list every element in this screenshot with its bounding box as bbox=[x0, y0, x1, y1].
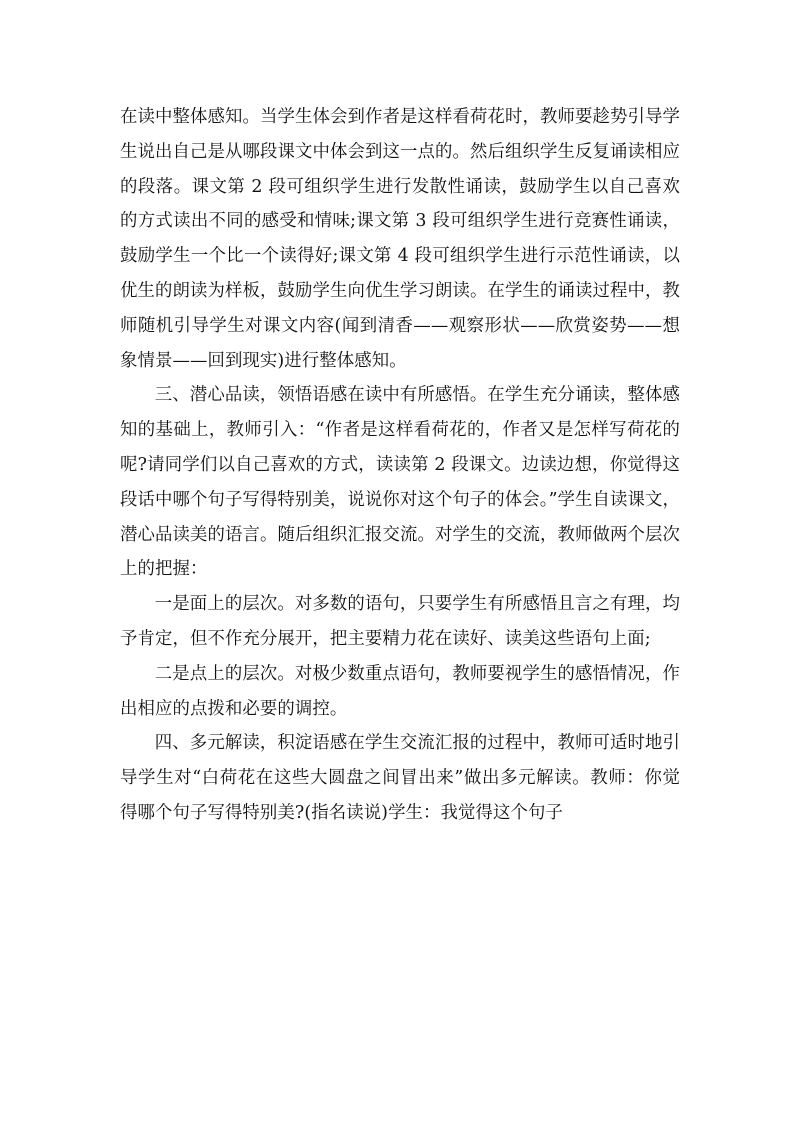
paragraph-reading-perception: 在读中整体感知。当学生体会到作者是这样看荷花时，教师要趁势引导学生说出自己是从哪段课文中体会到这一点的。然后组织学生反复诵读相应的段落。课文第 2 段可组织学生进行发散性诵读，鼓励学生以自己喜欢的方式读出不同的感受和情味;课文第 3 段可组织学生进行竞赛性诵读，鼓励学生一个比一个读得好;课文第 4 段可组织学生进行示范性诵读，以优生的朗读为样板，鼓励学生向优生学习朗读。在学生的诵读过程中，教师随机引导学生对课文内容(闻到清香——观察形状——欣赏姿势——想象情景——回到现实)进行整体感知。 bbox=[120, 107, 680, 371]
paragraph-section-four: 四、多元解读，积淀语感在学生交流汇报的过程中，教师可适时地引导学生对“白荷花在这些大圆盘之间冒出来”做出多元解读。教师：你觉得哪个句子写得特别美?(指名读说)学生：我觉得这个句子 bbox=[120, 733, 680, 823]
paragraph-point-level: 二是点上的层次。对极少数重点语句，教师要视学生的感悟情况，作出相应的点拨和必要的调控。 bbox=[120, 663, 680, 719]
paragraph-section-three: 三、潜心品读，领悟语感在读中有所感悟。在学生充分诵读，整体感知的基础上，教师引入：“作者是这样看荷花的，作者又是怎样写荷花的呢?请同学们以自己喜欢的方式，读读第 2 段课文。边读边想，你觉得这段话中哪个句子写得特别美，说说你对这个句子的体会。”学生自读课文，潜心品读美的语言。随后组织汇报交流。对学生的交流，教师做两个层次上的把握： bbox=[120, 385, 680, 580]
paragraph-surface-level: 一是面上的层次。对多数的语句，只要学生有所感悟且言之有理，均予肯定，但不作充分展开，把主要精力花在读好、读美这些语句上面; bbox=[120, 594, 680, 649]
document-body bbox=[120, 100, 680, 831]
